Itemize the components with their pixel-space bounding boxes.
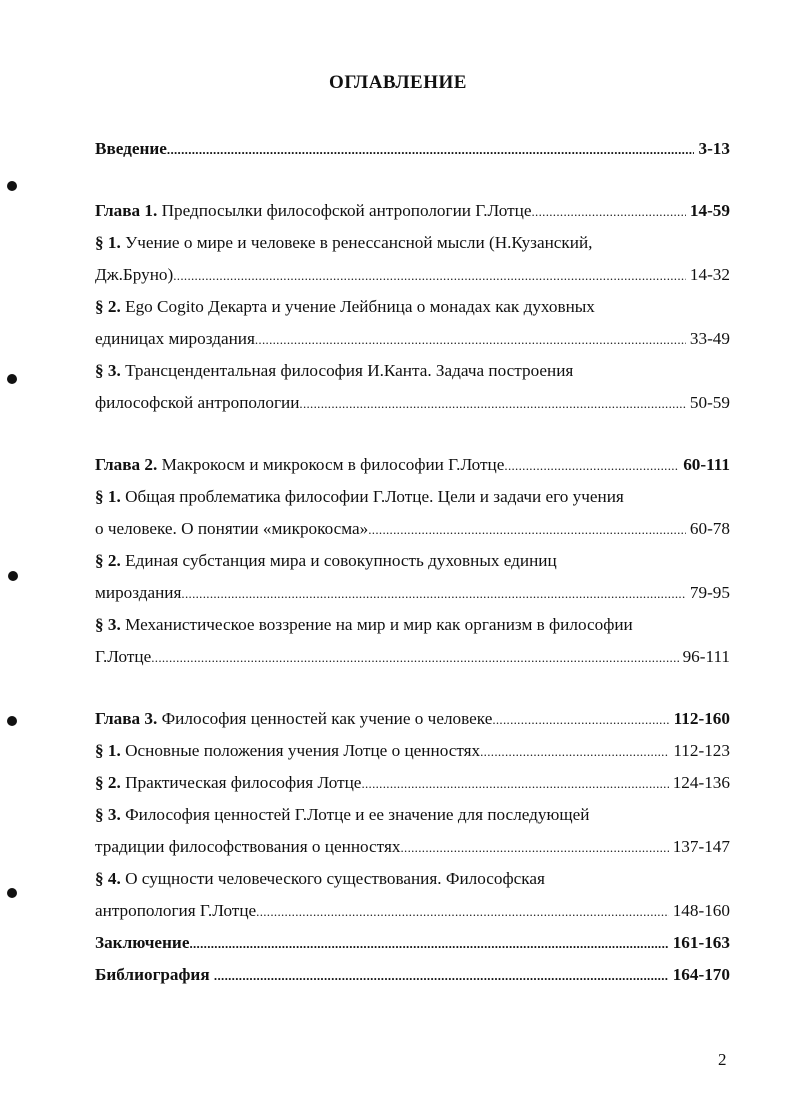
page-range: 60-111	[683, 455, 730, 474]
page-range: 14-32	[689, 265, 730, 284]
toc-entry-section-continued[interactable]: единицах мироздания ..... 33-49	[95, 323, 730, 355]
binding-hole-mark	[7, 374, 17, 384]
toc-entry-conclusion[interactable]: Заключение ..... 161-163	[95, 927, 730, 959]
leader-dots	[255, 324, 686, 356]
leader-dots	[167, 134, 695, 166]
leader-dots	[256, 896, 669, 928]
page-range: 112-160	[673, 709, 730, 728]
binding-hole-mark	[7, 888, 17, 898]
page-range: 124-136	[672, 773, 730, 792]
toc-entry-section[interactable]: § 3. Механистическое воззрение на мир и мир как организм в философии	[95, 615, 633, 634]
page-number: 2	[718, 1050, 727, 1069]
binding-hole-mark	[8, 571, 18, 581]
leader-dots	[173, 260, 686, 292]
leader-dots	[299, 388, 685, 420]
leader-dots	[504, 450, 679, 482]
page-range: 3-13	[698, 139, 730, 158]
page-range: 161-163	[672, 933, 730, 952]
toc-entry-chapter-2[interactable]: Глава 2. Макрокосм и микрокосм в философии Г.Лотце ..... 60-111	[95, 449, 730, 481]
toc-entry-section-continued[interactable]: антропология Г.Лотце ..... 148-160	[95, 895, 730, 927]
leader-dots	[368, 514, 686, 546]
toc-entry-intro[interactable]: Введение ..... 3-13	[95, 133, 730, 165]
leader-dots	[151, 642, 678, 674]
toc-entry-section-continued[interactable]: философской антропологии ..... 50-59	[95, 387, 730, 419]
toc-entry-section-continued[interactable]: Г.Лотце ..... 96-111	[95, 641, 730, 673]
leader-dots	[400, 832, 668, 864]
toc-entry-section[interactable]: § 2. Практическая философия Лотце ..... 124-136	[95, 767, 730, 799]
toc-entry-chapter-3[interactable]: Глава 3. Философия ценностей как учение о человеке ..... 112-160	[95, 703, 730, 735]
toc-entry-section[interactable]: § 4. О сущности человеческого существования. Философская	[95, 869, 545, 888]
leader-dots	[214, 960, 669, 992]
toc-entry-section-continued[interactable]: традиции философствования о ценностях ..... 137-147	[95, 831, 730, 863]
page-range: 33-49	[689, 329, 730, 348]
page-range: 79-95	[689, 583, 730, 602]
binding-hole-mark	[7, 716, 17, 726]
leader-dots	[532, 196, 686, 228]
toc-entry-section[interactable]: § 2. Ego Cogito Декарта и учение Лейбница о монадах как духовных	[95, 297, 595, 316]
toc-entry-section[interactable]: § 3. Трансцендентальная философия И.Канта. Задача построения	[95, 361, 574, 380]
toc-entry-section-continued[interactable]: о человеке. О понятии «микрокосма» ..... 60-78	[95, 513, 730, 545]
toc-entry-section[interactable]: § 2. Единая субстанция мира и совокупность духовных единиц	[95, 551, 557, 570]
table-of-contents	[95, 133, 730, 991]
toc-entry-section[interactable]: § 3. Философия ценностей Г.Лотце и ее значение для последующей	[95, 805, 590, 824]
page-range: 14-59	[689, 201, 730, 220]
leader-dots	[492, 704, 669, 736]
toc-entry-section[interactable]: § 1. Общая проблематика философии Г.Лотце. Цели и задачи его учения	[95, 487, 624, 506]
page-range: 137-147	[672, 837, 730, 856]
toc-entry-section-continued[interactable]: мироздания ..... 79-95	[95, 577, 730, 609]
page-title: ОГЛАВЛЕНИЕ	[329, 72, 467, 93]
leader-dots	[480, 736, 669, 768]
page-range: 60-78	[689, 519, 730, 538]
leader-dots	[189, 928, 668, 960]
leader-dots	[181, 578, 685, 610]
binding-hole-mark	[7, 181, 17, 191]
leader-dots	[361, 768, 668, 800]
toc-entry-chapter-1[interactable]: Глава 1. Предпосылки философской антропологии Г.Лотце ..... 14-59	[95, 195, 730, 227]
toc-entry-bibliography[interactable]: Библиография ..... 164-170	[95, 959, 730, 991]
page-range: 164-170	[672, 965, 730, 984]
toc-entry-section[interactable]: § 1. Основные положения учения Лотце о ценностях ..... 112-123	[95, 735, 730, 767]
page-range: 112-123	[673, 741, 730, 760]
page-range: 96-111	[682, 647, 730, 666]
toc-entry-section-continued[interactable]: Дж.Бруно) ..... 14-32	[95, 259, 730, 291]
page-range: 50-59	[689, 393, 730, 412]
toc-entry-section[interactable]: § 1. Учение о мире и человеке в ренессансной мысли (Н.Кузанский,	[95, 233, 593, 252]
page-range: 148-160	[672, 901, 730, 920]
